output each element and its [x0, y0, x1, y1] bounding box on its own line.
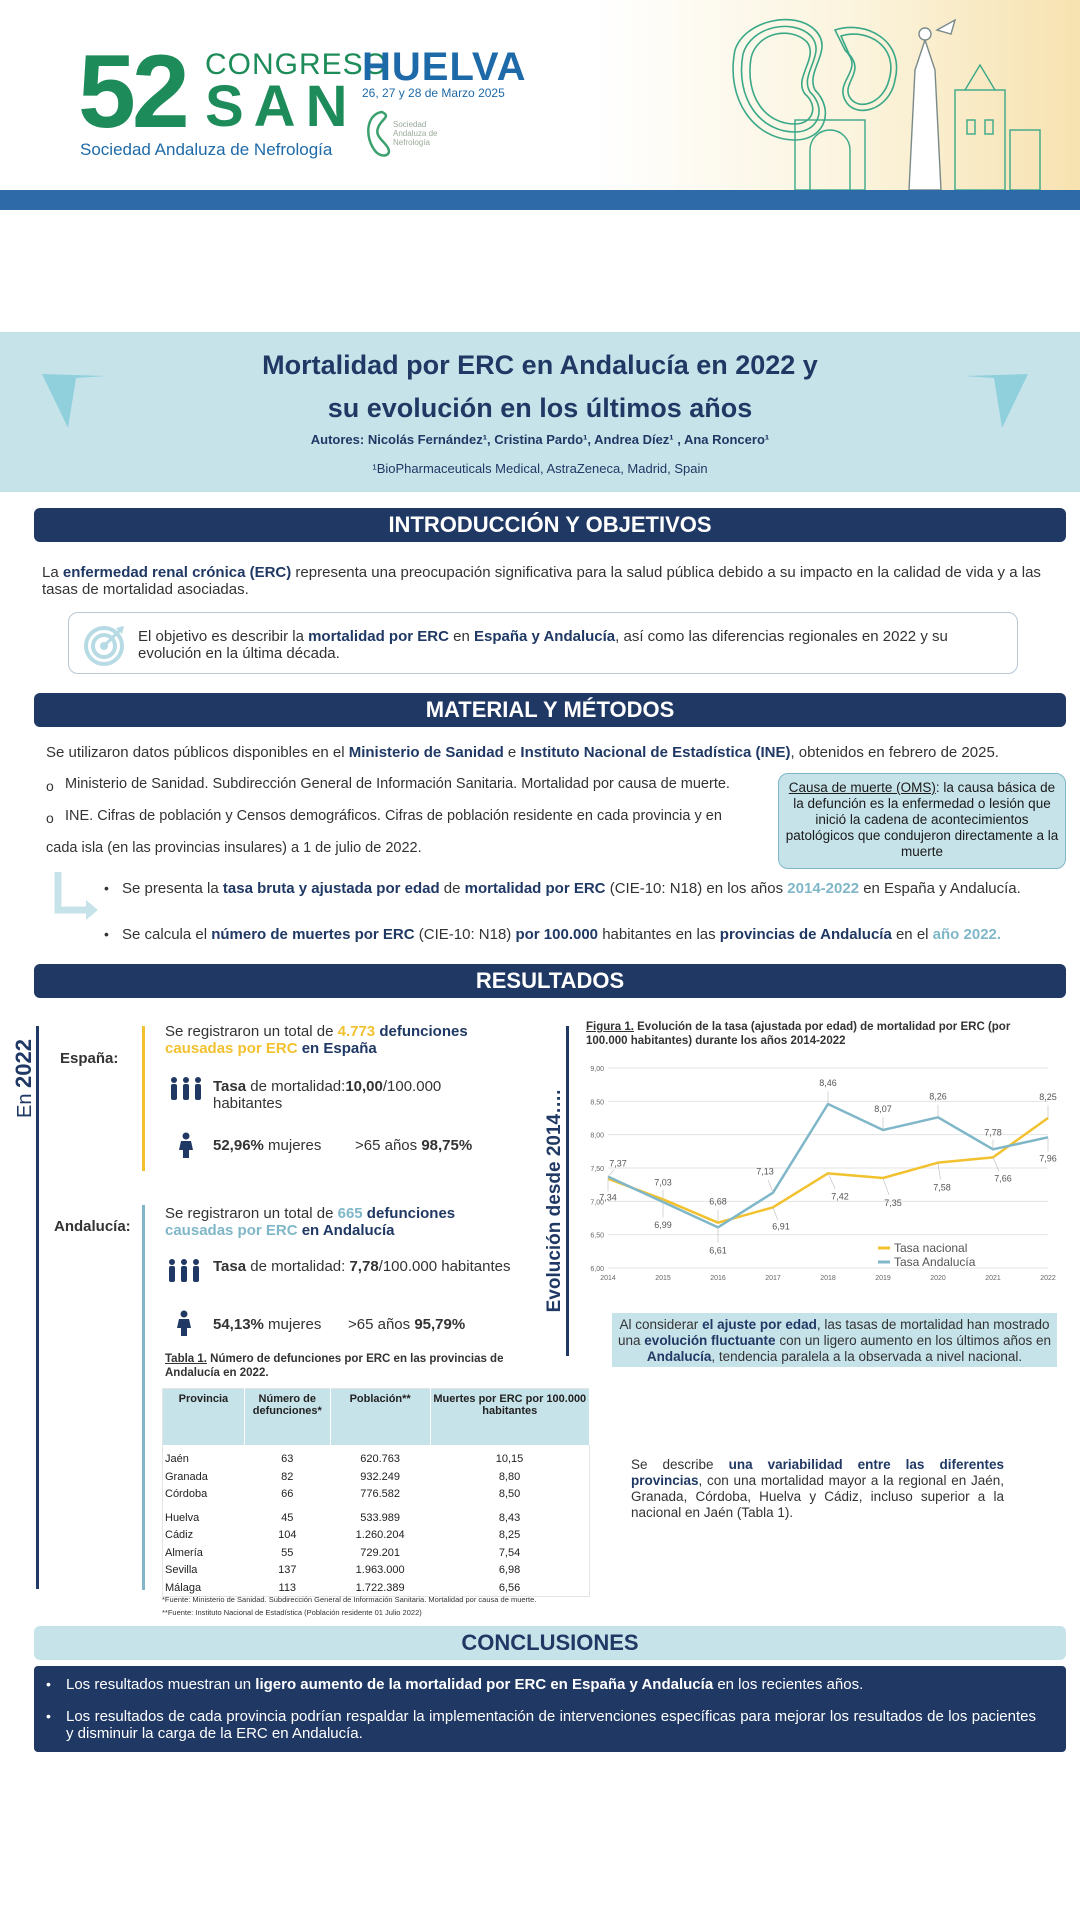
- source-ministerio: Ministerio de Sanidad. Subdirección General de Información Sanitaria. Mortalidad por causa de muerte.: [65, 776, 730, 792]
- y-tick-label: 7,50: [590, 1166, 604, 1173]
- poster-title-line2: su evolución en los últimos años: [327, 393, 753, 423]
- data-label: 8,25: [1039, 1092, 1057, 1102]
- spain-label: España:: [60, 1050, 119, 1067]
- data-label: 7,96: [1039, 1153, 1057, 1164]
- series-line-1: [608, 1104, 1048, 1227]
- group-people-icon: [166, 1258, 202, 1284]
- source-ine-cont: cada isla (en las provincias insulares) a 1 de julio de 2022.: [46, 840, 422, 856]
- bullet-dot: •: [104, 880, 109, 896]
- mortality-line-chart: [578, 1060, 1058, 1290]
- conclusion-1: Los resultados muestran un ligero aumento de la mortalidad por ERC en España y Andalucía en los recientes años.: [66, 1676, 864, 1693]
- label-leader: [828, 1173, 835, 1188]
- spain-over65: >65 años 98,75%: [355, 1137, 473, 1154]
- bullet-dot: •: [104, 926, 109, 942]
- andalucia-bar: [142, 1205, 145, 1590]
- variability-text: Se describe una variabilidad entre las diferentes provincias, con una mortalidad mayor a la regional en Jaén, Granada, Córdoba, Huelva y Cádiz, incluso superior a la nacional en Jaén (Tabla 1).: [631, 1457, 1004, 1520]
- bullet-dot: •: [46, 1676, 51, 1692]
- bullet-dot: •: [46, 1708, 51, 1724]
- x-tick-label: 2017: [765, 1275, 781, 1282]
- source-ine: INE. Cifras de población y Censos demográficos. Cifras de población residente en cada provincia y en: [65, 808, 722, 824]
- data-label: 6,91: [772, 1221, 790, 1232]
- table-row: Cádiz 104 1.260.204 8,25: [165, 1529, 521, 1542]
- data-label: 8,46: [819, 1078, 837, 1088]
- table-header: Provincia: [163, 1389, 245, 1445]
- y-tick-label: 9,00: [590, 1066, 604, 1073]
- intro-paragraph: La enfermedad renal crónica (ERC) representa una preocupación significativa para la salud pública debido a su impacto en la calidad de vida y a las tasas de mortalidad asociadas.: [42, 564, 1041, 598]
- data-label: 8,07: [874, 1104, 892, 1114]
- data-label: 7,37: [609, 1158, 627, 1169]
- objective-text: El objetivo es describir la mortalidad por ERC en España y Andalucía, así como las diferencias regionales en 2022 y su evolución en la última década.: [138, 628, 948, 662]
- figure-note: Al considerar el ajuste por edad, las tasas de mortalidad han mostrado una evolución fluctuante con un ligero aumento en los últimos años en Andalucía, tendencia paralela a la observada a nivel nacional.: [612, 1313, 1057, 1367]
- conclusion-2: Los resultados de cada provincia podrían respaldar la implementación de intervenciones específicas para mejorar los resultados de los pacientes y disminuir la carga de la ERC en Andalucía.: [66, 1708, 1036, 1742]
- label-leader: [768, 1180, 773, 1193]
- data-label: 7,42: [831, 1191, 849, 1202]
- x-tick-label: 2020: [930, 1275, 946, 1282]
- table-row: Almería 55 729.201 7,54: [165, 1546, 521, 1559]
- spain-bar: [142, 1026, 145, 1171]
- section-heading-conclusions: CONCLUSIONES: [34, 1626, 1066, 1660]
- section-heading-results: RESULTADOS: [34, 964, 1066, 998]
- table-footnote: **Fuente: Instituto Nacional de Estadística (Población residente 01 Julio 2022): [162, 1608, 422, 1617]
- figure-caption: Figura 1. Evolución de la tasa (ajustada por edad) de mortalidad por ERC (por 100.000 habitantes) durante los años 2014-2022: [586, 1021, 1011, 1047]
- congress-word: CONGRESO: [205, 48, 389, 81]
- target-icon: [84, 624, 126, 666]
- data-label: 6,99: [654, 1220, 672, 1230]
- label-leader: [993, 1157, 999, 1171]
- y-tick-label: 8,00: [590, 1132, 604, 1140]
- congress-dates: 26, 27 y 28 de Marzo 2025: [362, 86, 505, 100]
- x-tick-label: 2022: [1040, 1275, 1056, 1282]
- city-illustration-icon: [715, 10, 1045, 190]
- data-label: 7,03: [654, 1177, 672, 1188]
- woman-icon: [176, 1310, 192, 1336]
- data-label: 7,78: [984, 1127, 1002, 1138]
- data-label: 7,34: [599, 1192, 617, 1203]
- affiliation: ¹BioPharmaceuticals Medical, AstraZeneca, Madrid, Spain: [372, 461, 708, 476]
- data-label: 7,13: [756, 1166, 774, 1177]
- congress-acronym: SAN: [205, 74, 358, 139]
- oms-definition-box: [778, 773, 1066, 869]
- methods-paragraph: Se utilizaron datos públicos disponibles en el Ministerio de Sanidad e Instituto Nacional de Estadística (INE), obtenidos en febrero de 2025.: [46, 744, 999, 761]
- data-label: 6,61: [709, 1245, 727, 1256]
- data-label: 7,66: [994, 1173, 1012, 1184]
- label-leader: [773, 1207, 778, 1220]
- y-tick-label: 6,00: [590, 1266, 604, 1273]
- data-label: 7,58: [933, 1182, 951, 1193]
- congress-number: 52: [78, 34, 186, 150]
- table-row: Córdoba 66 776.582 8,50: [165, 1488, 521, 1501]
- andalucia-label: Andalucía:: [54, 1218, 131, 1235]
- spain-total: Se registraron un total de 4.773 defunciones causadas por ERC en España: [165, 1023, 468, 1057]
- group-people-icon: [168, 1076, 204, 1102]
- label-leader: [938, 1163, 940, 1180]
- label-leader: [608, 1170, 614, 1177]
- y-tick-label: 7,00: [590, 1199, 604, 1207]
- andalucia-total: Se registraron un total de 665 defunciones causadas por ERC en Andalucía: [165, 1205, 456, 1239]
- table-row: Málaga 113 1.722.389 6,56: [165, 1581, 521, 1594]
- method-bullet-2: Se calcula el número de muertes por ERC (CIE-10: N18) por 100.000 habitantes en las provincias de Andalucía en el año 2022.: [122, 926, 1002, 943]
- congress-city: HUELVA: [362, 45, 527, 89]
- x-tick-label: 2015: [655, 1275, 671, 1282]
- section-heading-methods: MATERIAL Y MÉTODOS: [34, 693, 1066, 727]
- poster-title: Mortalidad por ERC en Andalucía en 2022 y: [262, 350, 818, 380]
- source-bullet: o: [46, 778, 54, 794]
- table-header: Muertes por ERC por 100.000 habitantes: [430, 1389, 589, 1445]
- en-2022-label: En 2022: [11, 1039, 36, 1118]
- evolution-label: Evolución desde 2014….: [544, 1089, 565, 1313]
- legend-label: Tasa Andalucía: [894, 1255, 976, 1269]
- source-bullet: o: [46, 810, 54, 826]
- oms-text: : la causa básica de la defunción es la enfermedad o lesión que inició la cadena de acontecimientos patológicos que condujeron directamente a la muerte: [785, 780, 1059, 859]
- label-leader: [883, 1178, 889, 1195]
- table-row: Granada 82 932.249 8,80: [165, 1470, 521, 1483]
- table-header: Población**: [330, 1389, 430, 1445]
- y-tick-label: 8,50: [590, 1099, 604, 1107]
- y-tick-label: 6,50: [590, 1232, 604, 1240]
- spain-rate: Tasa de mortalidad:10,00/100.000 habitantes: [213, 1078, 442, 1112]
- andalucia-rate: Tasa de mortalidad: 7,78/100.000 habitantes: [213, 1258, 511, 1275]
- data-label: 8,26: [929, 1091, 947, 1102]
- table-caption: Tabla 1. Número de defunciones por ERC en las provincias de Andalucía en 2022.: [165, 1353, 504, 1379]
- andalucia-women: 54,13% mujeres: [213, 1316, 322, 1333]
- legend-label: Tasa nacional: [894, 1241, 968, 1255]
- table-header: Número de defunciones*: [244, 1389, 330, 1445]
- table-row: Jaén 63 620.763 10,15: [165, 1453, 524, 1466]
- province-table: [162, 1388, 590, 1597]
- x-tick-label: 2021: [985, 1275, 1001, 1282]
- oms-title: Causa de muerte (OMS): [788, 780, 936, 795]
- data-label: 6,68: [709, 1196, 727, 1207]
- x-tick-label: 2014: [600, 1275, 616, 1282]
- logo-text: Sociedad Andaluza de Nefrología: [393, 120, 438, 147]
- x-tick-label: 2018: [820, 1275, 836, 1282]
- data-label: 7,35: [884, 1198, 902, 1208]
- x-tick-label: 2016: [710, 1275, 726, 1282]
- woman-icon: [178, 1132, 194, 1158]
- header-bar: [0, 190, 1080, 210]
- section-heading-intro: INTRODUCCIÓN Y OBJETIVOS: [34, 508, 1066, 542]
- method-bullet-1: Se presenta la tasa bruta y ajustada por edad de mortalidad por ERC (CIE-10: N18) en los años 2014-2022 en España y Andalucía.: [122, 880, 1021, 897]
- evolution-bar: [566, 1026, 569, 1356]
- andalucia-over65: >65 años 95,79%: [348, 1316, 466, 1333]
- table-row: Sevilla 137 1.963.000 6,98: [165, 1564, 521, 1577]
- table-header-row: [163, 1389, 590, 1445]
- table-row: Huelva 45 533.989 8,43: [165, 1511, 521, 1524]
- x-tick-label: 2019: [875, 1275, 891, 1282]
- authors: Autores: Nicolás Fernández¹, Cristina Pardo¹, Andrea Díez¹ , Ana Roncero¹: [310, 432, 770, 447]
- congress-society: Sociedad Andaluza de Nefrología: [80, 140, 333, 159]
- table-footnote: *Fuente: Ministerio de Sanidad. Subdirección General de Información Sanitaria. Mortalidad por causa de muerte.: [162, 1595, 537, 1604]
- arrow-down-right-icon: [54, 870, 100, 920]
- spain-women: 52,96% mujeres: [213, 1137, 322, 1154]
